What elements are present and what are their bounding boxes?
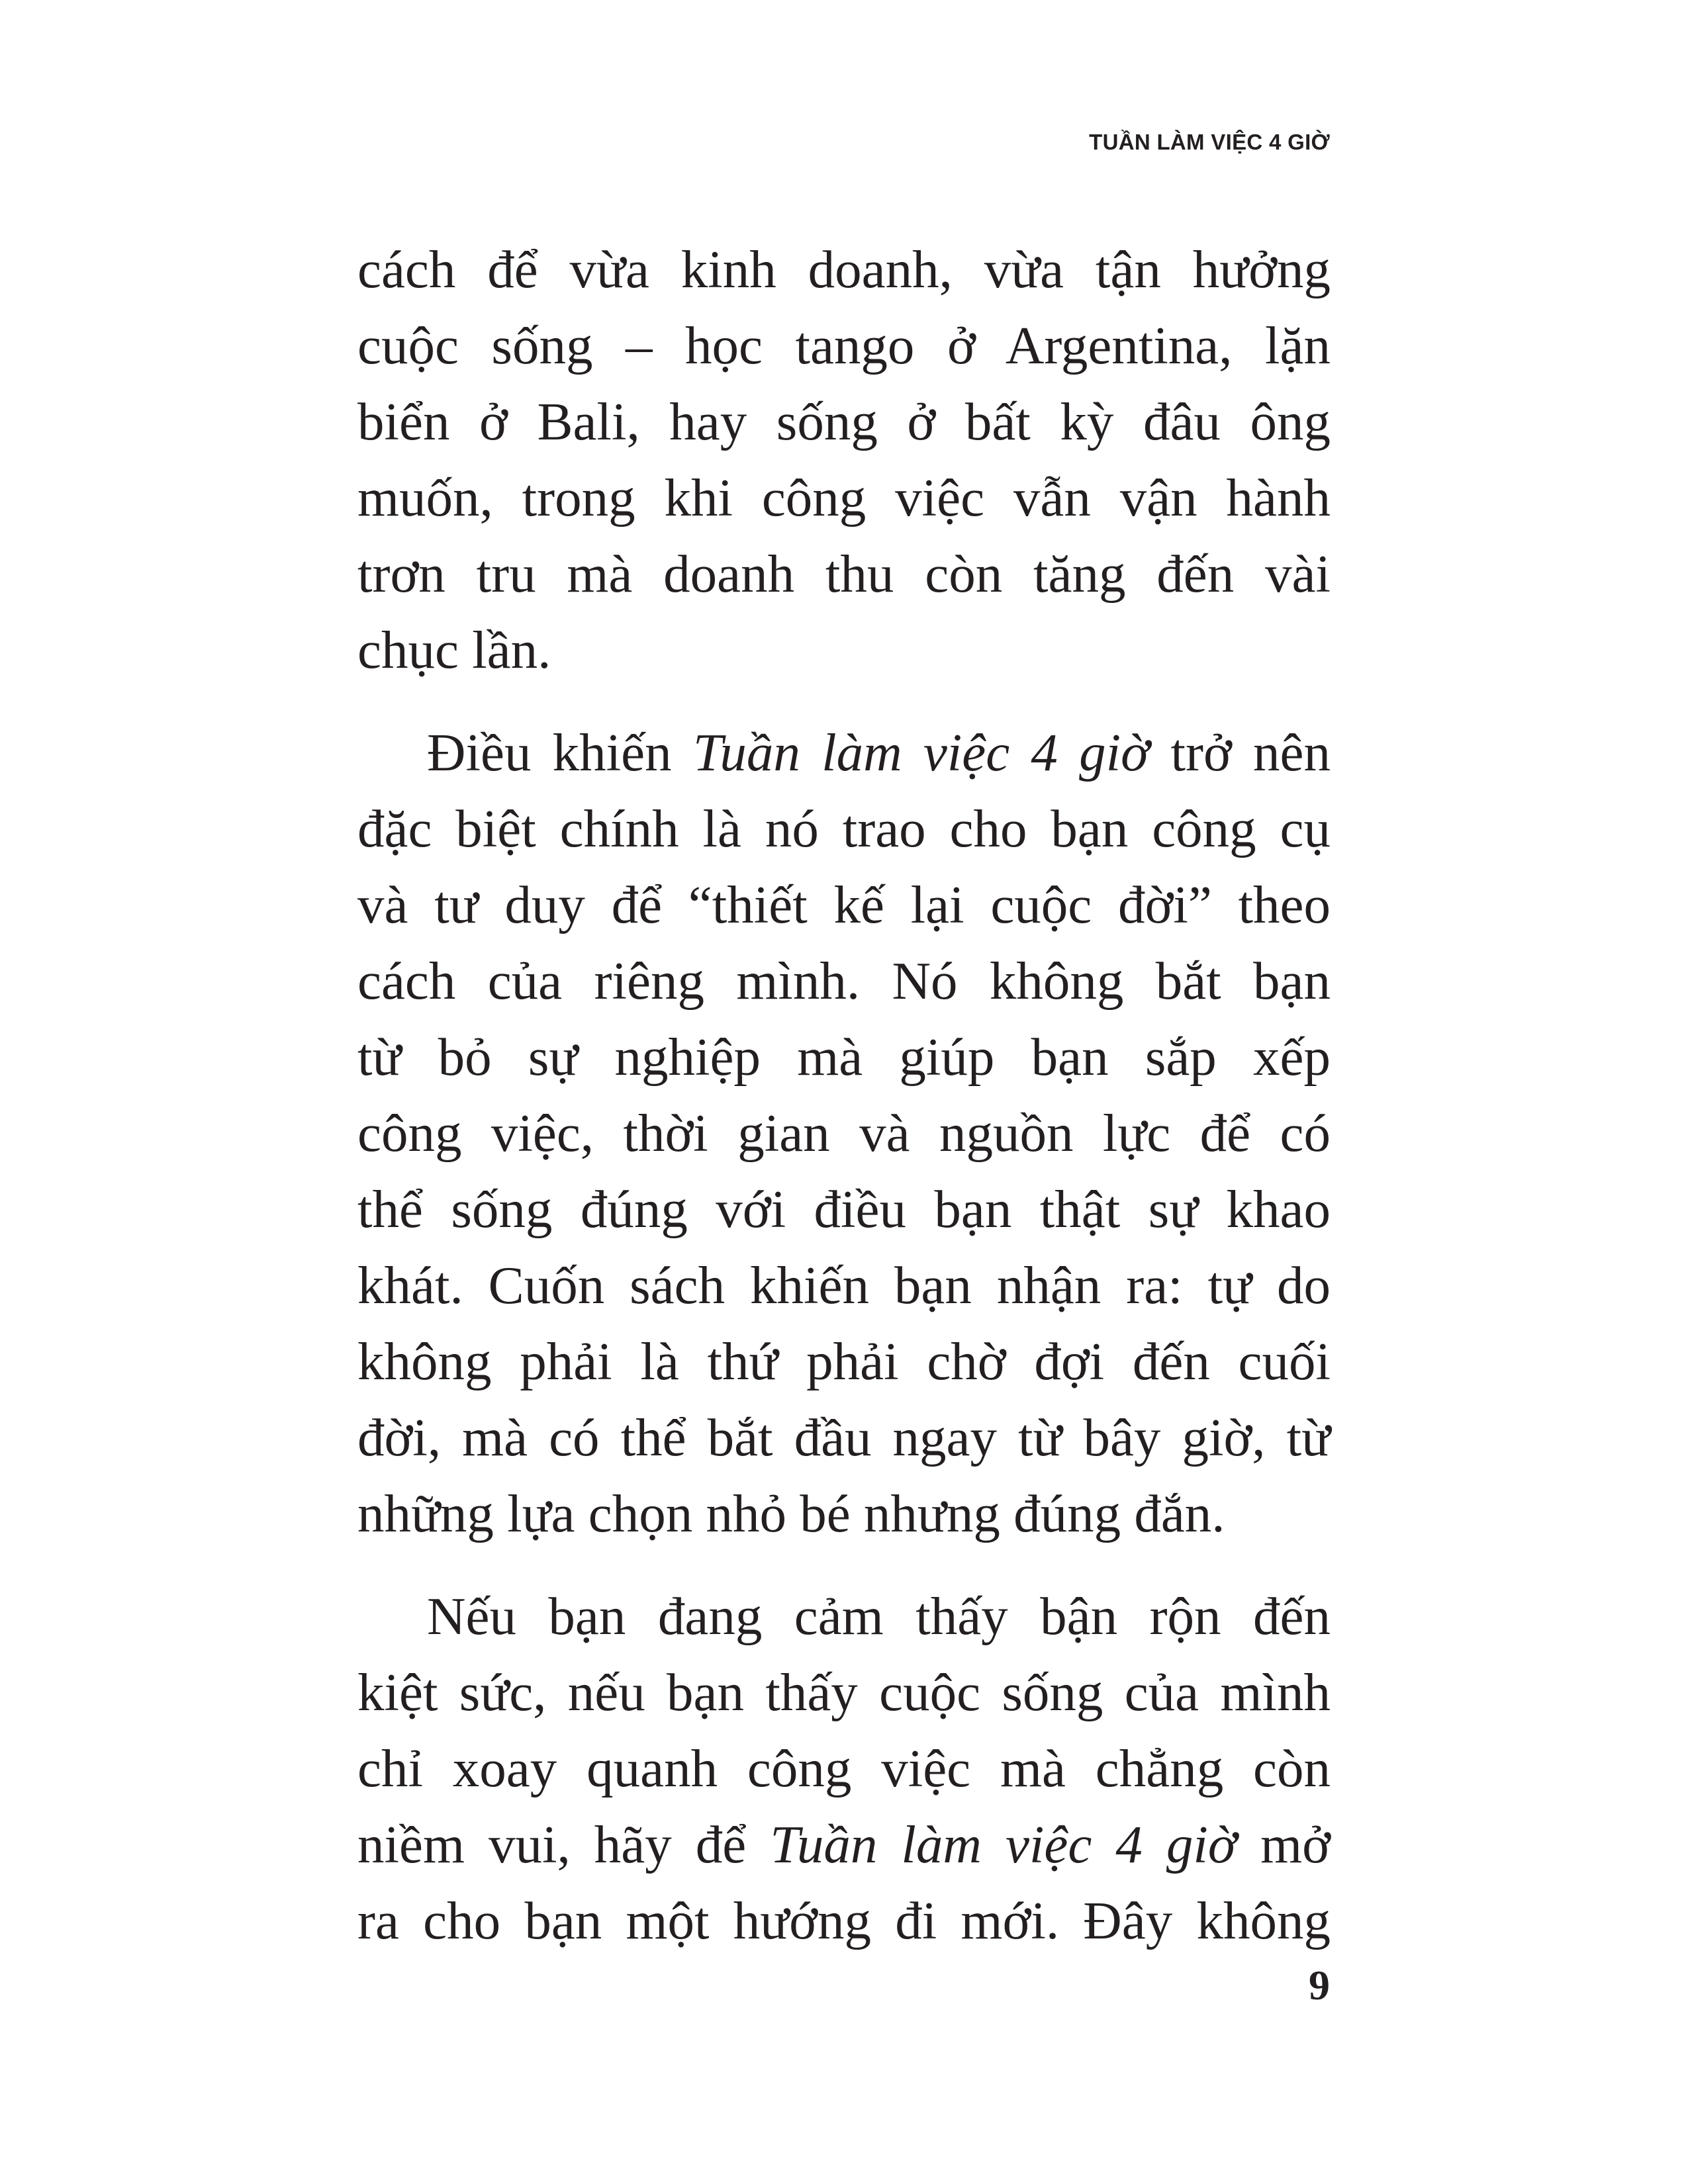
text-line: muốn, trong khi công việc vẫn vận hành [357, 468, 1331, 527]
text-line: chục lần. [357, 620, 551, 680]
paragraph-3 [357, 1578, 1331, 1959]
text-run: niềm vui, hãy để [357, 1815, 771, 1874]
text-run: mở [1237, 1815, 1331, 1874]
text-line: những lựa chọn nhỏ bé nhưng đúng đắn. [357, 1484, 1225, 1543]
book-title: Tuần làm việc 4 giờ [692, 723, 1150, 782]
text-line: công việc, thời gian và nguồn lực để có [357, 1103, 1331, 1163]
text-line [357, 715, 1331, 791]
running-header: TUẦN LÀM VIỆC 4 GIỜ [1089, 130, 1330, 154]
text-line: Nếu bạn đang cảm thấy bận rộn đến [427, 1586, 1331, 1646]
text-line: không phải là thứ phải chờ đợi đến cuối [357, 1332, 1331, 1391]
text-line: trơn tru mà doanh thu còn tăng đến vài [357, 544, 1331, 604]
text-line: cách của riêng mình. Nó không bắt bạn [357, 951, 1331, 1011]
text-line: ra cho bạn một hướng đi mới. Đây không [357, 1891, 1331, 1950]
text-line: và tư duy để “thiết kế lại cuộc đời” theo [357, 875, 1331, 934]
text-line: đặc biệt chính là nó trao cho bạn công cụ [357, 799, 1331, 858]
text-line: thể sống đúng với điều bạn thật sự khao [357, 1179, 1331, 1239]
text-line: chỉ xoay quanh công việc mà chẳng còn [357, 1739, 1331, 1798]
page-number: 9 [1309, 1962, 1330, 2009]
body-text [357, 232, 1331, 1959]
text-run: trở nên [1149, 723, 1331, 782]
text-line [357, 1807, 1331, 1883]
text-line: kiệt sức, nếu bạn thấy cuộc sống của mình [357, 1662, 1331, 1722]
paragraph-1 [357, 232, 1331, 688]
text-line: biển ở Bali, hay sống ở bất kỳ đâu ông [357, 392, 1331, 451]
text-line: khát. Cuốn sách khiến bạn nhận ra: tự do [357, 1255, 1331, 1315]
text-line: đời, mà có thể bắt đầu ngay từ bây giờ, từ [357, 1408, 1331, 1467]
text-line: cuộc sống – học tango ở Argentina, lặn [357, 316, 1331, 375]
text-run: Điều khiến [427, 723, 693, 782]
paragraph-2 [357, 715, 1331, 1552]
book-title: Tuần làm việc 4 giờ [770, 1815, 1237, 1874]
text-line: từ bỏ sự nghiệp mà giúp bạn sắp xếp [357, 1027, 1331, 1087]
text-line: cách để vừa kinh doanh, vừa tận hưởng [357, 240, 1331, 299]
